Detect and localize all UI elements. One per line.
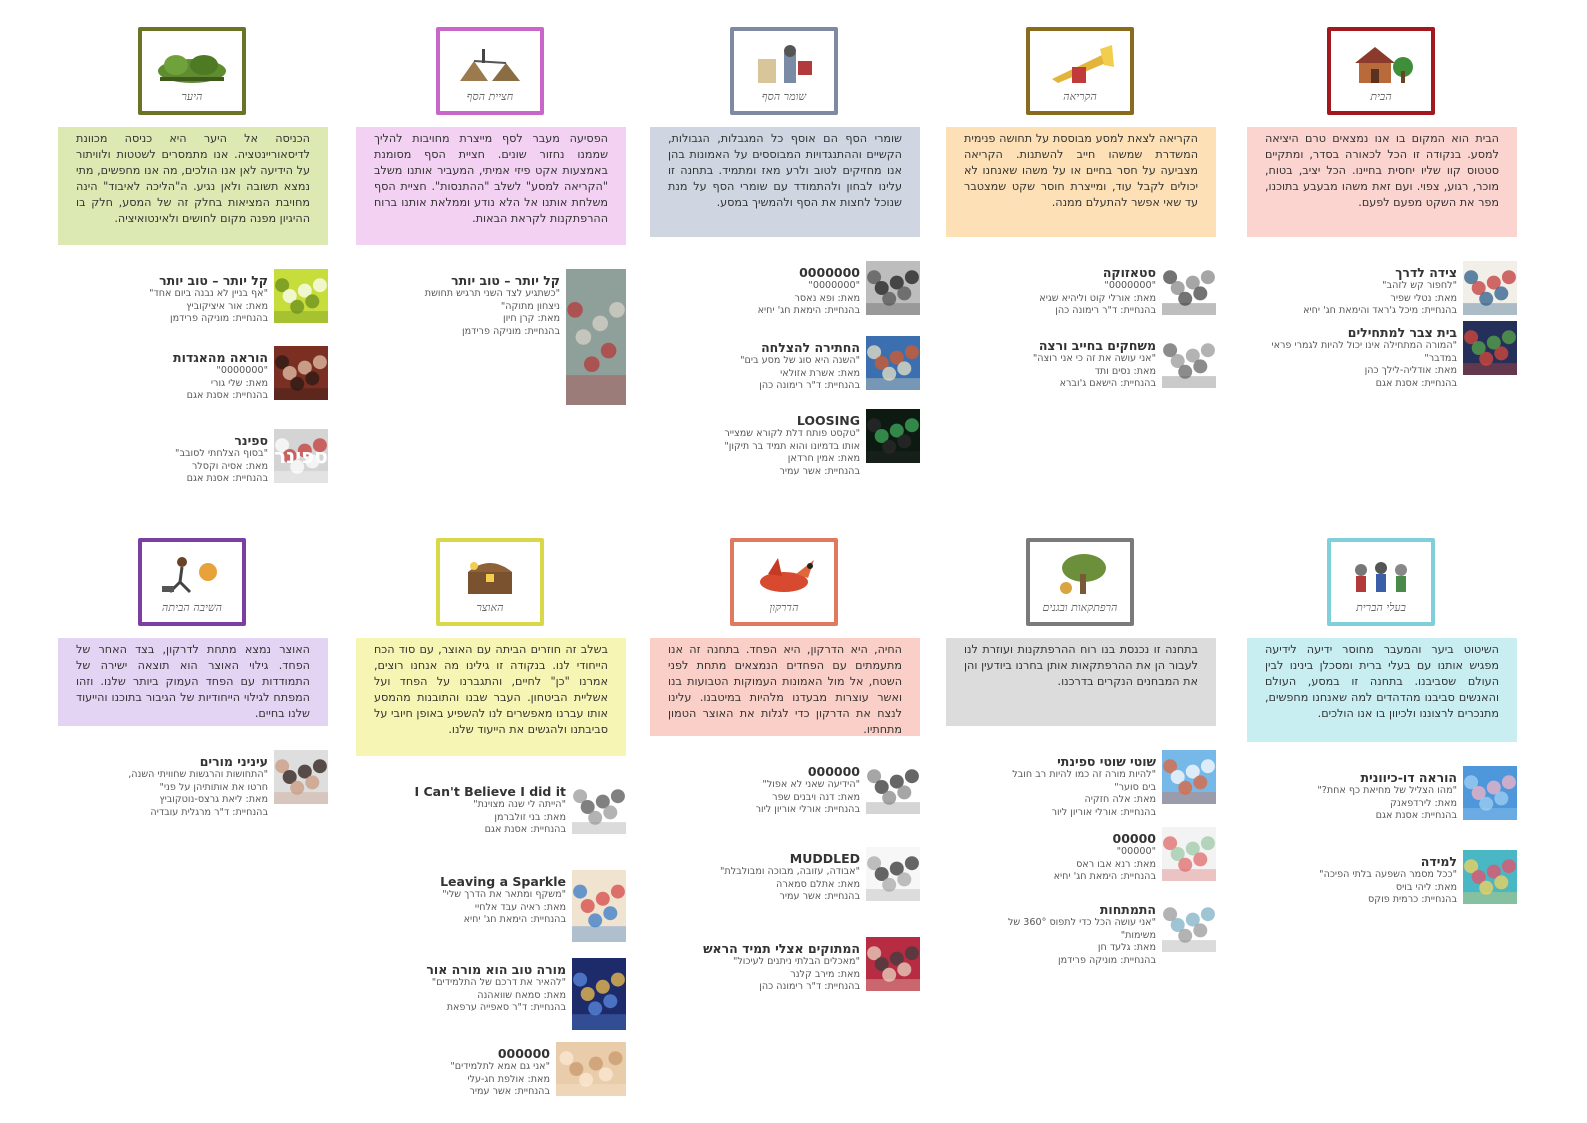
project-title[interactable]: מורה טוב הוא מורה אור [426, 962, 566, 977]
project-detail-line: "להיות מורה זה כמו להיות רב חובל [1012, 769, 1156, 780]
project-detail-line: מאת: קרן חיון [502, 313, 560, 324]
project-title[interactable]: Leaving a Sparkle [440, 874, 566, 889]
project-detail-line: בהנחיית: ד"ר סאפייה ערפאת [446, 1002, 566, 1013]
project-title[interactable]: המתוקים אצלי תמיד הראש [703, 941, 860, 956]
stage-icon-frame[interactable] [436, 538, 544, 626]
stage-0 [1247, 27, 1517, 587]
project-text [356, 784, 566, 837]
project-title[interactable]: 000000 [807, 764, 860, 779]
project-detail-line: מאת: ופא נאסר [794, 292, 860, 304]
stage-3 [356, 27, 626, 587]
allies-icon [1345, 552, 1417, 598]
project-detail-line: "משקף ומתאר את הדרך שלי" [442, 889, 566, 900]
project-title[interactable]: הוראה מהאגדות [173, 350, 268, 365]
project-detail-line: בים סוער" [1114, 781, 1156, 793]
project-detail-line: בהנחיית: אסנת אגם [186, 390, 268, 401]
project-detail-line: "הייתה לי שנה מצוינת" [473, 799, 566, 810]
project-entry[interactable] [1247, 770, 1517, 840]
stage-caption: שומר הסף [761, 90, 807, 104]
stage-description: הקריאה לצאת למסע מבוססת על תחושה פנימית המשדרת שמשהו חייב להשתנות. הקריאה מצביעה על חסר בחיים או על משהו שאנחנו לא יכולים לקבל עוד, ומייצרת חוסר שקט שמצטבר עד שאי אפשר להתעלם ממנה. [946, 127, 1216, 237]
stage-description: האוצר נמצא מתחת לדרקון, בצד האחר של הפחד. גילוי האוצר הוא תוצאה ישירה של התמודדות עם הפחד העמוק ביותר שלנו. וזהו המפתח לגילוי הייחודיות של הגיבור בתוכנו והייעוד שלנו בחיים. [58, 638, 328, 726]
project-detail-line: מאת: שלי גורי [210, 377, 268, 389]
project-detail-line: מאת: אולפת חג-עלי [467, 1073, 550, 1085]
project-detail-line: "בסוף הצלחתי לסובב" [175, 448, 268, 459]
project-detail-line: מאת: גלעד חן [1097, 942, 1156, 953]
project-detail-line: מאת: אשרת אזולאי [780, 367, 860, 379]
project-detail-line: בהנחיית: מיכל ג'ראד והימאת חג' יחיא [1303, 305, 1457, 316]
project-title[interactable]: ספינר [234, 433, 268, 448]
stage-caption: הדרקון [769, 601, 799, 615]
project-text [58, 754, 268, 819]
project-title[interactable]: LOOSING [796, 413, 860, 428]
hand-collage-thumbnail[interactable] [572, 870, 626, 942]
project-detail-line: מאת: אלה חזקיה [1084, 794, 1156, 805]
project-detail-line: מאת: מירב קלנר [790, 968, 860, 980]
project-text [650, 941, 860, 994]
project-entry[interactable] [1247, 854, 1517, 924]
night-collage-thumbnail[interactable] [572, 958, 626, 1030]
project-detail-line: "מהו הצליל של מחיאת כף אחת?" [1317, 785, 1457, 796]
faces-collage-thumbnail[interactable] [274, 346, 328, 400]
project-entry[interactable] [58, 433, 328, 503]
project-entry[interactable] [946, 902, 1216, 972]
project-detail-line: בהנחיית: הימאת חג' יחיא [1053, 871, 1156, 882]
stage-caption: הקריאה [1063, 90, 1097, 104]
project-title[interactable]: החתירה להצלחה [761, 340, 860, 355]
project-detail-line: "אבודה, עזובה, מבוכה ומבולבלת" [720, 866, 860, 877]
comic-strip-photo-thumbnail[interactable] [1162, 261, 1216, 315]
stage-icon-frame[interactable] [138, 27, 246, 115]
project-detail-line: בהנחיית: ד"ר רימונה כהן [1055, 305, 1156, 316]
project-text [356, 874, 566, 927]
project-entry[interactable] [650, 941, 920, 1011]
forest-icon [156, 41, 228, 87]
dark-screen-photo-thumbnail[interactable] [866, 409, 920, 463]
stairs-photo-thumbnail[interactable] [566, 269, 626, 405]
stage-5 [1247, 538, 1517, 1098]
project-detail-line: מאת: אור איציקוביץ [186, 300, 268, 312]
project-detail-line: מאת: סמאח שוואהנה [477, 989, 566, 1001]
project-text [1247, 854, 1457, 907]
project-detail-line: בהנחיית: אסנת אגם [484, 824, 566, 835]
project-detail-line: "0000000" [808, 280, 860, 291]
stage-icon-frame[interactable] [1026, 27, 1134, 115]
stage-description: השיטוט ביער והמעבר מחוסר ידיעה לידיעה מפגיש אותנו עם בעלי ברית ומסכלן בינינו לבין העולם שסביבנו. בתחנה זו במסע, העולם והאנשים סביבנו מהדהדים למה שאנחנו מחפשים, מתנכרים לרצוננו ולכיוון בו אנו הולכים. [1247, 638, 1517, 742]
project-text [946, 338, 1156, 391]
project-text [946, 831, 1156, 884]
project-text [946, 902, 1156, 967]
project-detail-line: "אני עושה הכל כדי לתפוס 360° של [1007, 917, 1156, 928]
project-text [650, 265, 860, 318]
project-text [650, 764, 860, 817]
project-entry[interactable] [650, 413, 920, 483]
stage-9 [58, 538, 328, 1098]
project-entry[interactable] [58, 754, 328, 824]
project-entry[interactable] [946, 754, 1216, 824]
project-detail-line: "הידיעה שאני לא אפול" [762, 779, 860, 790]
project-detail-line: בהנחיית: ד"ר רימונה כהן [759, 380, 860, 391]
project-detail-line: "לחפור קש לזהב" [1382, 280, 1457, 291]
stage-icon-frame[interactable] [730, 538, 838, 626]
project-entry[interactable] [58, 350, 328, 420]
stage-icon-frame[interactable] [1327, 538, 1435, 626]
project-entry[interactable] [356, 784, 626, 854]
project-text [58, 273, 268, 326]
stage-icon-frame[interactable] [730, 27, 838, 115]
ladder-chart-thumbnail[interactable] [1162, 334, 1216, 388]
project-detail-line: "0000000" [216, 365, 268, 376]
stage-6 [946, 538, 1216, 1098]
project-detail-line: מאת: אסיה וקסלר [191, 460, 268, 472]
project-detail-line: "להאיר את דרכם של התלמידים" [431, 977, 566, 988]
project-title[interactable]: קל יותר – טוב יותר [159, 273, 268, 288]
project-detail-line: אותו בדמיונו והוא תמיד בר תיקון" [724, 440, 860, 452]
project-entry[interactable] [1247, 325, 1517, 395]
project-detail-line: "כשתגיע לצד השני תרגיש תחושת [424, 288, 560, 299]
project-title[interactable]: 000000 [497, 1046, 550, 1061]
portrait-sketch-thumbnail[interactable] [866, 847, 920, 901]
knight-icon [748, 41, 820, 87]
project-text [946, 265, 1156, 318]
stage-8 [356, 538, 626, 1098]
project-text [58, 350, 268, 403]
sky-photo-thumbnail[interactable] [1463, 766, 1517, 820]
project-detail-line: מאת: אתלם סמארה [776, 878, 860, 890]
project-title[interactable]: סטאזוקה [1102, 265, 1156, 280]
tower-sketch-thumbnail[interactable] [866, 760, 920, 814]
project-detail-line: "00000" [1116, 846, 1156, 857]
project-detail-line: ניצחון מתוקה" [500, 300, 560, 312]
project-text [1247, 770, 1457, 823]
project-detail-line: בהנחיית: אורלי אוריון ליור [1051, 806, 1156, 818]
project-detail-line: מאת: ליהי בויס [1395, 881, 1457, 893]
backpacks-photo-thumbnail[interactable] [1463, 261, 1517, 315]
project-detail-line: מאת: דנה ויבנים שפר [772, 791, 860, 803]
project-detail-line: "0000000" [1104, 280, 1156, 291]
project-detail-line: בהנחיית: מוניקה פרידמן [1058, 954, 1156, 966]
project-entry[interactable] [356, 962, 626, 1032]
project-detail-line: בהנחיית: אשר עמיר [469, 1086, 550, 1097]
project-text [650, 340, 860, 393]
project-text [946, 754, 1156, 819]
house-icon [1345, 41, 1417, 87]
project-entry[interactable] [946, 338, 1216, 408]
stage-caption: הרפתקאות ובגנים [1042, 601, 1118, 615]
project-detail-line: מאת: נסים ותד [1094, 365, 1156, 377]
figure-sketch-thumbnail[interactable] [572, 780, 626, 834]
trumpet-icon [1044, 41, 1116, 87]
project-title[interactable]: משחקים בחייב ורצה [1038, 338, 1156, 353]
stage-caption: בעלי הברית [1356, 601, 1406, 615]
project-detail-line: בהנחיית: הימאת חג' יחיא [757, 305, 860, 316]
project-title[interactable]: הוראה דו-כיוונית [1360, 770, 1457, 785]
project-title[interactable]: שוטי שוטי ספינתי [1057, 754, 1156, 769]
project-detail-line: בהנחיית: הימאת חג' יחיא [463, 914, 566, 925]
stage-icon-frame[interactable] [1327, 27, 1435, 115]
table-photo-thumbnail[interactable] [866, 937, 920, 991]
stage-7 [650, 538, 920, 1098]
project-entry[interactable] [650, 764, 920, 834]
project-entry[interactable] [356, 1046, 626, 1116]
project-text [1247, 265, 1457, 318]
project-text [356, 1046, 550, 1099]
stage-2 [650, 27, 920, 587]
project-detail-line: בהנחיית: אסנת אגם [186, 473, 268, 484]
project-detail-line: בהנחיית: כרמית פוקס [1368, 894, 1457, 905]
project-text [356, 962, 566, 1015]
sketch-drawing-thumbnail[interactable] [1162, 898, 1216, 952]
project-detail-line: מאת: ליאת גרצס-נוטקוביץ [159, 794, 268, 805]
stage-caption: הבית [1370, 90, 1392, 104]
pattern-photo-thumbnail[interactable] [556, 1042, 626, 1096]
project-title[interactable]: 0000000 [799, 265, 860, 280]
project-detail-line: בהנחיית: אשר עמיר [779, 465, 860, 477]
project-detail-line: "מאכלים הבלתי ניתנים לעיכול" [732, 956, 860, 967]
boat-painting-thumbnail[interactable] [866, 336, 920, 390]
project-entry[interactable] [356, 874, 626, 944]
silhouettes-photo-thumbnail[interactable] [866, 261, 920, 315]
project-detail-line: בהנחיית: אסנת אגם [1375, 377, 1457, 389]
stage-1 [946, 27, 1216, 587]
project-entry[interactable] [58, 273, 328, 343]
project-entry[interactable] [946, 265, 1216, 335]
project-title[interactable]: עיניני מורים [199, 754, 268, 769]
project-title[interactable]: בית צבר למתחילים [1347, 325, 1457, 340]
stage-description: בשלב זה חוזרים הביתה עם האוצר, עם סוד הכח הייחודי לנו. בנקודה זו גילינו מה אנחנו רוצים, אמרנו "כן" לחיים, והתגברנו על הפחד ועל אשליית הביטחון. העבר שבנו והתובנות מהמסע אותו עברנו מאפשרים לנו להשפיע באופן חיובי על סביבתנו ולהגשים את הייעוד שלנו. [356, 638, 626, 756]
project-detail-line: "אני גם אמא לתלמידים" [450, 1061, 550, 1072]
project-detail-line: מאת: לירדפאנק [1390, 797, 1457, 809]
project-entry[interactable] [356, 273, 626, 343]
project-detail-line: בהנחיית: הישאם ג'וברא [1059, 378, 1156, 389]
treasure-chest-icon [454, 552, 526, 598]
tree-icon [1044, 552, 1116, 598]
stage-description: בתחנה זו נכנסת בנו רוח ההרפתקנות ועוזרת לנו לעבור הן את ההרפתקאות אותן בחרנו ביודעין והן את המבחנים הנקרים בדרכנו. [946, 638, 1216, 726]
project-entry[interactable] [650, 340, 920, 410]
spinner-thumb-label: ספינר [274, 444, 328, 468]
stage-4 [58, 27, 328, 587]
project-detail-line: בהנחיית: אשר עמיר [779, 891, 860, 902]
project-detail-line: חרטו את אותותיהן על פני" [159, 781, 268, 793]
project-entry[interactable] [650, 265, 920, 335]
project-title[interactable]: I Can't Believe I did it [414, 784, 566, 799]
stage-icon-frame[interactable] [138, 538, 246, 626]
project-text [650, 851, 860, 904]
waves-painting-thumbnail[interactable] [1162, 750, 1216, 804]
project-text [356, 273, 560, 338]
project-detail-line: בהנחיית: ד"ר מרגלית עובדיה [150, 806, 268, 818]
project-detail-line: "טקסט פותח דלת לקורא שמצייר [724, 428, 860, 439]
project-detail-line: מאת: רנא אבו ראס [1076, 858, 1156, 870]
project-detail-line: "השנה היא סוג של מסע בים" [740, 355, 860, 366]
project-detail-line: "התחושות והרגשות שחוויתי השנה, [128, 769, 268, 780]
stage-icon-frame[interactable] [436, 27, 544, 115]
stage-description: הכניסה אל היער היא כניסה מכוונת לדיסאוריינטציה. אנו מתמסרים לשטטות ולוויתור על הידיעה לאן אנו הולכים, מה אנו מחפשים, מתי נמצא תשובה ולאן נגיע. ה"הליכה לאיבוד" הינה מחויבת המציאות בחלק זה של המסע, חלק בו ההיגיון מפנה מקום לחושים ולאינטואיציה. [58, 127, 328, 245]
spinner-graphic-thumbnail[interactable] [274, 429, 328, 483]
stage-description: הבית הוא המקום בו אנו נמצאים טרם היציאה למסע. בנקודה זו הכל לכאורה בסדר, ומתקיים סטטוס קוו שליו יחסית בחיינו. הכל יציב, בטוח, מוכר, רגוע, צפוי. ועם זאת משהו מבעבע בתוכנו, מפר את השקט מפעם לפעם. [1247, 127, 1517, 237]
project-detail-line: בהנחיית: מוניקה פרידמן [170, 313, 268, 324]
stage-caption: חציית הסף [466, 90, 514, 104]
project-text [650, 413, 860, 478]
project-detail-line: במדבר" [1424, 352, 1457, 364]
project-text [58, 433, 268, 486]
runner-icon [156, 552, 228, 598]
stage-description: החיה, היא הדרקון, היא הפחד. בתחנה זה אנו מתעמתים עם הפחדים הנמצאים מתחת לפני השטח, אל מול האמונות העמוקות הטבועות בנו ואשר עוצרות מבעדנו מלהיות במיטבנו. עלינו לנצח את הדרקון כדי לגלות את האוצר הטמון מתחתיו. [650, 638, 920, 736]
project-title[interactable]: קל יותר – טוב יותר [451, 273, 560, 288]
project-title[interactable]: 00000 [1112, 831, 1156, 846]
project-detail-line: "ככל מסמר השפעה בלתי הפיכה" [1319, 869, 1457, 880]
stage-description: הפסיעה מעבר לסף מייצרת מחויבות להליך שממנו נחזור שונים. חציית הסף מסומנת באמצעות אקט פיזי אמיתי, המעביר אותנו משלב "הקריאה למסע" לשלב "ההתנסות". חציית הסף משלחת אותנו אל הלא נודע וממלאת אותנו ברוח ההרפתקנות לקראת הבאות. [356, 127, 626, 245]
project-detail-line: בהנחיית: אורלי אוריון ליור [755, 804, 860, 815]
project-title[interactable]: למידה [1420, 854, 1457, 869]
cactus-illustration-thumbnail[interactable] [1463, 321, 1517, 375]
project-detail-line: משימות" [1120, 929, 1156, 941]
colorful-painting-thumbnail[interactable] [1463, 850, 1517, 904]
project-detail-line: בהנחיית: אסנת אגם [1375, 810, 1457, 821]
project-detail-line: בהנחיית: ד"ר רימונה כהן [759, 981, 860, 992]
project-detail-line: מאת: נטלי שפיר [1390, 292, 1457, 304]
stage-caption: היער [181, 90, 203, 104]
project-detail-line: "אף בניין לא נבנה ביום אחד" [149, 288, 268, 299]
project-detail-line: "אני עושה את זה כי אני רוצה" [1032, 353, 1156, 364]
project-entry[interactable] [650, 851, 920, 921]
project-text [1247, 325, 1457, 390]
project-detail-line: מאת: ראיה עבד אלחיי [474, 901, 566, 913]
project-title[interactable]: צידה לדרך [1395, 265, 1457, 280]
open-book-photo-thumbnail[interactable] [1162, 827, 1216, 881]
green-drawing-thumbnail[interactable] [274, 269, 328, 323]
project-detail-line: בהנחיית: מוניקה פרידמן [462, 325, 560, 337]
project-title[interactable]: MUDDLED [789, 851, 860, 866]
dragon-icon [748, 552, 820, 598]
woman-portrait-thumbnail[interactable] [274, 750, 328, 804]
project-title[interactable]: התמתחות [1099, 902, 1156, 917]
project-detail-line: מאת: אורלי קוט וליהיא שגיא [1039, 292, 1156, 304]
stage-caption: האוצר [476, 601, 504, 615]
stage-icon-frame[interactable] [1026, 538, 1134, 626]
project-detail-line: מאת: אודליה-לילך כהן [1364, 365, 1457, 376]
project-detail-line: מאת: אמין חרדאן [787, 453, 860, 464]
stage-description: שומרי הסף הם אוסף כל המגבלות, הגבולות, הקשיים וההתנגדויות המבוססים על האמונות בהן אנו מחזיקים לטוב ולרע מאז ומתמיד. בתחנה זו עלינו לבחון ולהתמודד עם שומרי הסף על מנת שנוכל לחצות את הסף ולהמשיך במסע. [650, 127, 920, 237]
project-detail-line: "המורה המתחילה אינו יכול להיות לגמרי פראי [1271, 340, 1457, 351]
project-detail-line: מאת: בני זולברמן [494, 811, 566, 823]
bridge-icon [454, 41, 526, 87]
project-entry[interactable] [946, 831, 1216, 901]
stage-caption: השיבה הביתה [161, 601, 223, 615]
